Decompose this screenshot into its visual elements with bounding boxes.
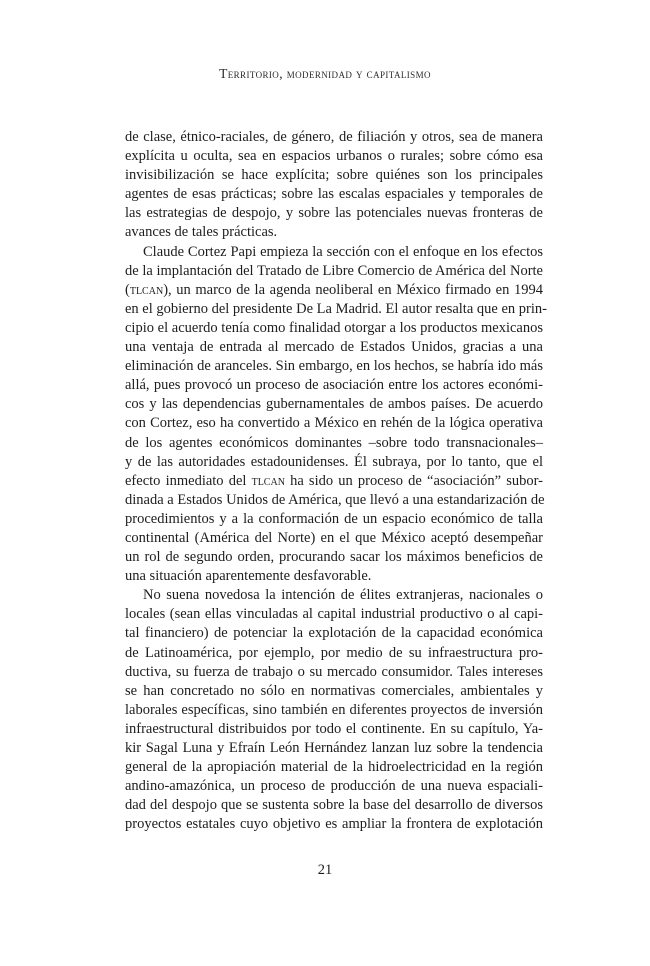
text-line: kir Sagal Luna y Efraín León Hernández lanzan luz sobre la tendencia bbox=[125, 740, 543, 756]
text-line: andino-amazónica, un proceso de producción de una nueva espaciali- bbox=[125, 778, 543, 795]
running-head: Territorio, modernidad y capitalismo bbox=[219, 66, 431, 81]
text-line: general de la apropiación material de la hidroelectricidad en la región bbox=[125, 759, 543, 776]
text-line: explícita u oculta, sea en espacios urbanos o rurales; sobre cómo esa bbox=[125, 148, 543, 165]
text-line: allá, pues provocó un proceso de asociación entre los actores económi- bbox=[125, 377, 543, 394]
text-line: un rol de segundo orden, procurando sacar los máximos beneficios de bbox=[125, 549, 543, 566]
text-line: continental (América del Norte) en el que México aceptó desempeñar bbox=[125, 529, 543, 546]
text-line: ductiva, su fuerza de trabajo o su mercado consumidor. Tales intereses bbox=[125, 663, 543, 680]
text-line: de clase, étnico-raciales, de género, de filiación y otros, sea de manera bbox=[125, 129, 543, 145]
text-line: y de las autoridades estadounidenses. Él subraya, por lo tanto, que el bbox=[125, 453, 543, 470]
text-line: laborales específicas, sino también en diferentes proyectos de inversión bbox=[125, 701, 543, 718]
text-line: Claude Cortez Papi empieza la sección con el enfoque en los efectos bbox=[143, 243, 543, 260]
text-line: locales (sean ellas vinculadas al capital industrial productivo o al capi- bbox=[125, 606, 543, 623]
text-line: cipio el acuerdo tenía como finalidad otorgar a los productos mexicanos bbox=[125, 319, 543, 336]
text-line: No suena novedosa la intención de élites extranjeras, nacionales o bbox=[143, 587, 543, 604]
text-line: tal financiero) de potenciar la explotación de la capacidad económica bbox=[125, 625, 543, 642]
paragraph bbox=[125, 586, 543, 834]
text-line: procedimientos y a la conformación de un espacio económico de talla bbox=[125, 510, 543, 527]
text-line: una situación aparentemente desfavorable. bbox=[125, 568, 372, 585]
text-line: avances de tales prácticas. bbox=[125, 224, 278, 241]
text-line: infraestructural distribuidos por todo el continente. En su capítulo, Ya- bbox=[125, 720, 543, 737]
text-line: las estrategias de despojo, y sobre las potenciales nuevas fronteras de bbox=[125, 205, 543, 222]
page-number: 21 bbox=[317, 862, 333, 878]
acronym-tlcan: tlcan bbox=[129, 281, 164, 298]
text-line: agentes de esas prácticas; sobre las escalas espaciales y temporales de bbox=[125, 186, 543, 203]
text-line: una ventaja de entrada al mercado de Estados Unidos, gracias a una bbox=[125, 339, 543, 356]
text-line: efecto inmediato del tlcan ha sido un proceso de “asociación” subor- bbox=[125, 472, 543, 489]
text-line: de la implantación del Tratado de Libre Comercio de América del Norte bbox=[125, 262, 543, 279]
text-line: dinada a Estados Unidos de América, que llevó a una estandarización de bbox=[125, 491, 545, 508]
text-line: de los agentes económicos dominantes –sobre todo transnacionales– bbox=[125, 434, 543, 451]
paragraph bbox=[125, 243, 547, 587]
text-line: proyectos estatales cuyo objetivo es ampliar la frontera de explotación bbox=[125, 816, 543, 833]
text-line: invisibilización se hace explícita; sobre quiénes son los principales bbox=[125, 167, 543, 184]
paragraph bbox=[125, 128, 543, 243]
text-line: cos y las dependencias gubernamentales de ambos países. De acuerdo bbox=[125, 396, 543, 413]
text-line: (tlcan), un marco de la agenda neoliberal en México firmado en 1994 bbox=[125, 281, 543, 298]
text-line: con Cortez, eso ha convertido a México en rehén de la lógica operativa bbox=[125, 415, 543, 432]
body-text bbox=[125, 128, 547, 834]
text-line: de Latinoamérica, por ejemplo, por medio de su infraestructura pro- bbox=[125, 644, 543, 661]
text-line: dad del despojo que se sustenta sobre la base del desarrollo de diversos bbox=[125, 797, 543, 814]
text-line: eliminación de aranceles. Sin embargo, en los hechos, se habría ido más bbox=[125, 358, 543, 375]
acronym-tlcan: tlcan bbox=[251, 472, 285, 489]
text-line: en el gobierno del presidente De La Madrid. El autor resalta que en prin- bbox=[125, 300, 547, 317]
text-line: se han concretado no sólo en normativas comerciales, ambientales y bbox=[125, 682, 543, 699]
